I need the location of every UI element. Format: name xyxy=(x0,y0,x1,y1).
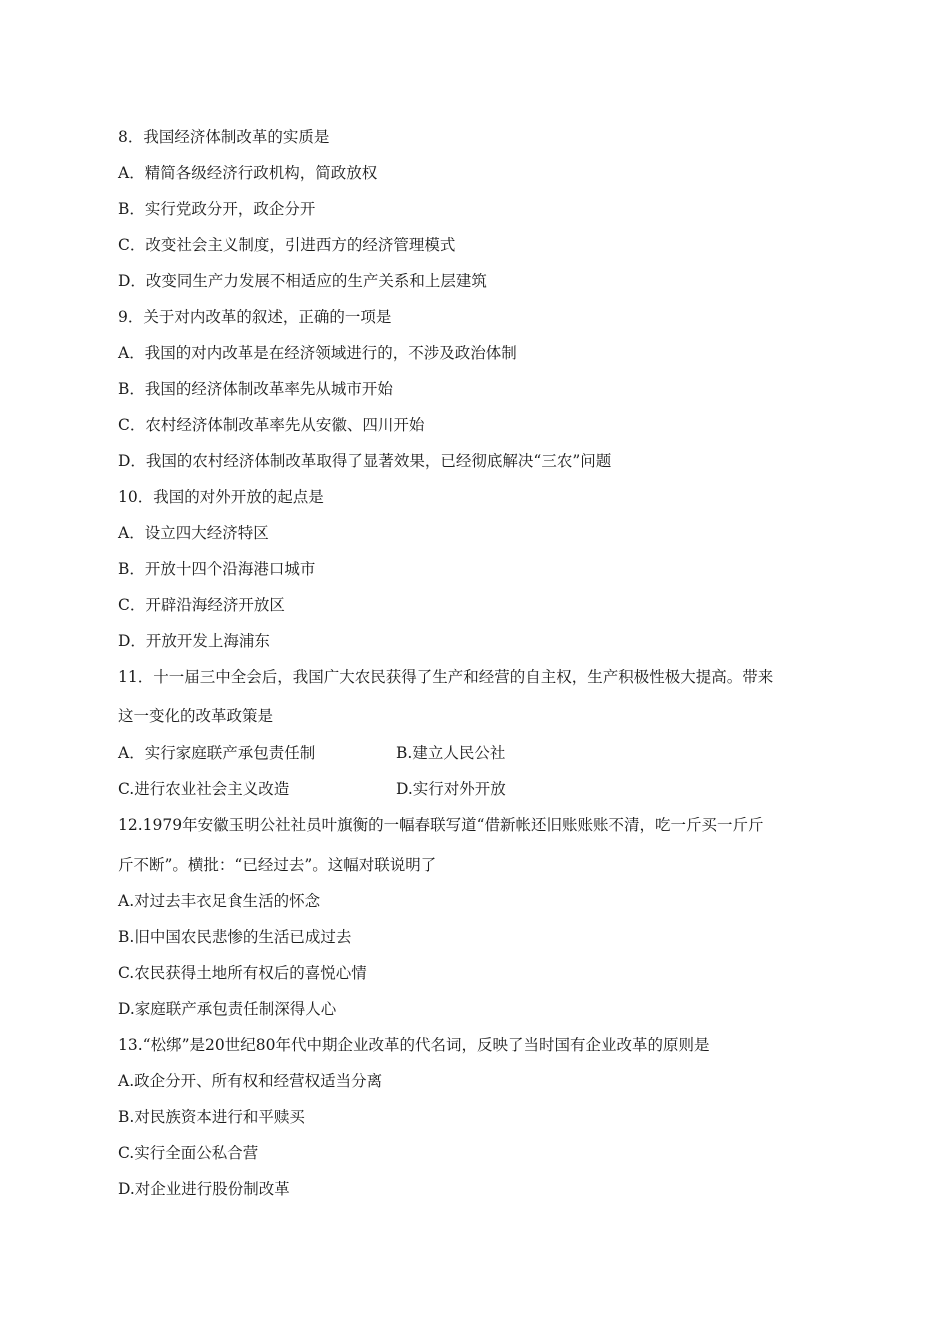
question-10-option-c: C．开辟沿海经济开放区 xyxy=(118,596,285,614)
question-8-option-b: B．实行党政分开，政企分开 xyxy=(118,200,316,218)
question-13-option-b: B.对民族资本进行和平赎买 xyxy=(118,1108,305,1126)
question-13-option-d: D.对企业进行股份制改革 xyxy=(118,1180,290,1198)
question-8-option-c: C．改变社会主义制度，引进西方的经济管理模式 xyxy=(118,236,456,254)
question-8-stem: 8．我国经济体制改革的实质是 xyxy=(118,128,330,146)
question-10-stem: 10．我国的对外开放的起点是 xyxy=(118,488,324,506)
question-9-stem: 9．关于对内改革的叙述，正确的一项是 xyxy=(118,308,392,326)
question-12-option-c: C.农民获得土地所有权后的喜悦心情 xyxy=(118,964,367,982)
question-13-stem: 13.“松绑”是20世纪80年代中期企业改革的代名词，反映了当时国有企业改革的原则是 xyxy=(118,1036,710,1054)
question-12-option-b: B.旧中国农民悲惨的生活已成过去 xyxy=(118,928,352,946)
question-11-option-a: A．实行家庭联产承包责任制 xyxy=(118,744,316,762)
question-8-option-d: D．改变同生产力发展不相适应的生产关系和上层建筑 xyxy=(118,272,487,290)
question-9-option-d: D．我国的农村经济体制改革取得了显著效果，已经彻底解决“三农”问题 xyxy=(118,452,612,470)
question-9-option-a: A．我国的对内改革是在经济领域进行的，不涉及政治体制 xyxy=(118,344,517,362)
question-9-option-b: B．我国的经济体制改革率先从城市开始 xyxy=(118,380,393,398)
question-11-stem-line2: 这一变化的改革政策是 xyxy=(118,707,274,725)
question-8-option-a: A．精简各级经济行政机构，简政放权 xyxy=(118,164,378,182)
question-12-stem-line2: 斤不断”。横批：“已经过去”。这幅对联说明了 xyxy=(118,856,437,874)
question-12-option-d: D.家庭联产承包责任制深得人心 xyxy=(118,1000,337,1018)
question-11-option-b: B.建立人民公社 xyxy=(396,744,506,762)
question-12-stem-line1: 12.1979年安徽玉明公社社员叶旗衡的一幅春联写道“借新帐还旧账账账不清，吃一斤买一斤斤 xyxy=(118,816,764,834)
question-12-option-a: A.对过去丰衣足食生活的怀念 xyxy=(118,892,321,910)
question-11-option-c: C.进行农业社会主义改造 xyxy=(118,780,290,798)
question-10-option-a: A．设立四大经济特区 xyxy=(118,524,269,542)
question-10-option-b: B．开放十四个沿海港口城市 xyxy=(118,560,316,578)
question-10-option-d: D．开放开发上海浦东 xyxy=(118,632,270,650)
question-13-option-c: C.实行全面公私合营 xyxy=(118,1144,259,1162)
question-11-option-d: D.实行对外开放 xyxy=(396,780,506,798)
question-11-stem-line1: 11．十一届三中全会后，我国广大农民获得了生产和经营的自主权，生产积极性极大提高。带来 xyxy=(118,668,774,686)
question-13-option-a: A.政企分开、所有权和经营权适当分离 xyxy=(118,1072,383,1090)
question-9-option-c: C．农村经济体制改革率先从安徽、四川开始 xyxy=(118,416,425,434)
